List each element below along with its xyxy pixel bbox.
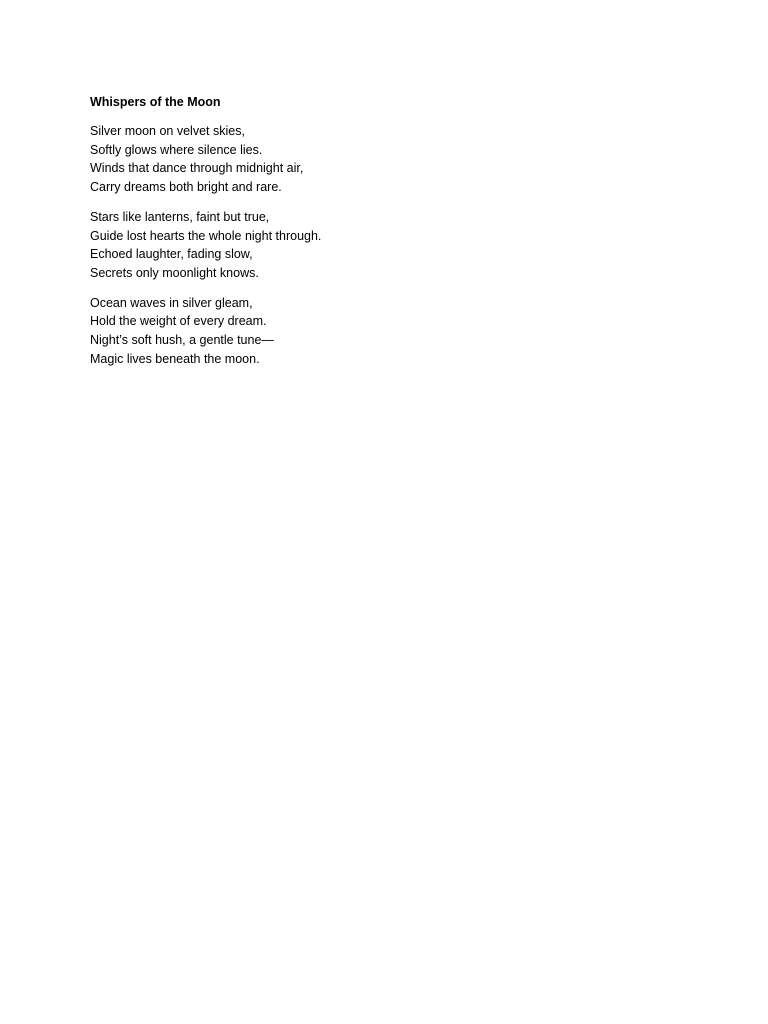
poem-line: Winds that dance through midnight air,	[90, 161, 304, 176]
poem-line: Stars like lanterns, faint but true,	[90, 209, 270, 224]
poem-line: Magic lives beneath the moon.	[90, 351, 260, 366]
poem-line: Secrets only moonlight knows.	[90, 265, 259, 280]
poem	[90, 93, 690, 379]
poem-line: Echoed laughter, fading slow,	[90, 247, 253, 262]
poem-line: Softly glows where silence lies.	[90, 142, 263, 157]
poem-title: Whispers of the Moon	[90, 95, 221, 109]
poem-line: Hold the weight of every dream.	[90, 314, 267, 329]
poem-line: Guide lost hearts the whole night through.	[90, 228, 322, 243]
poem-line: Ocean waves in silver gleam,	[90, 295, 253, 310]
poem-line: Silver moon on velvet skies,	[90, 124, 245, 138]
stanza-2	[90, 208, 690, 283]
poem-line: Carry dreams both bright and rare.	[90, 180, 282, 195]
stanza-3	[90, 294, 690, 369]
stanza-1	[90, 122, 690, 197]
poem-line: Night’s soft hush, a gentle tune—	[90, 333, 274, 348]
